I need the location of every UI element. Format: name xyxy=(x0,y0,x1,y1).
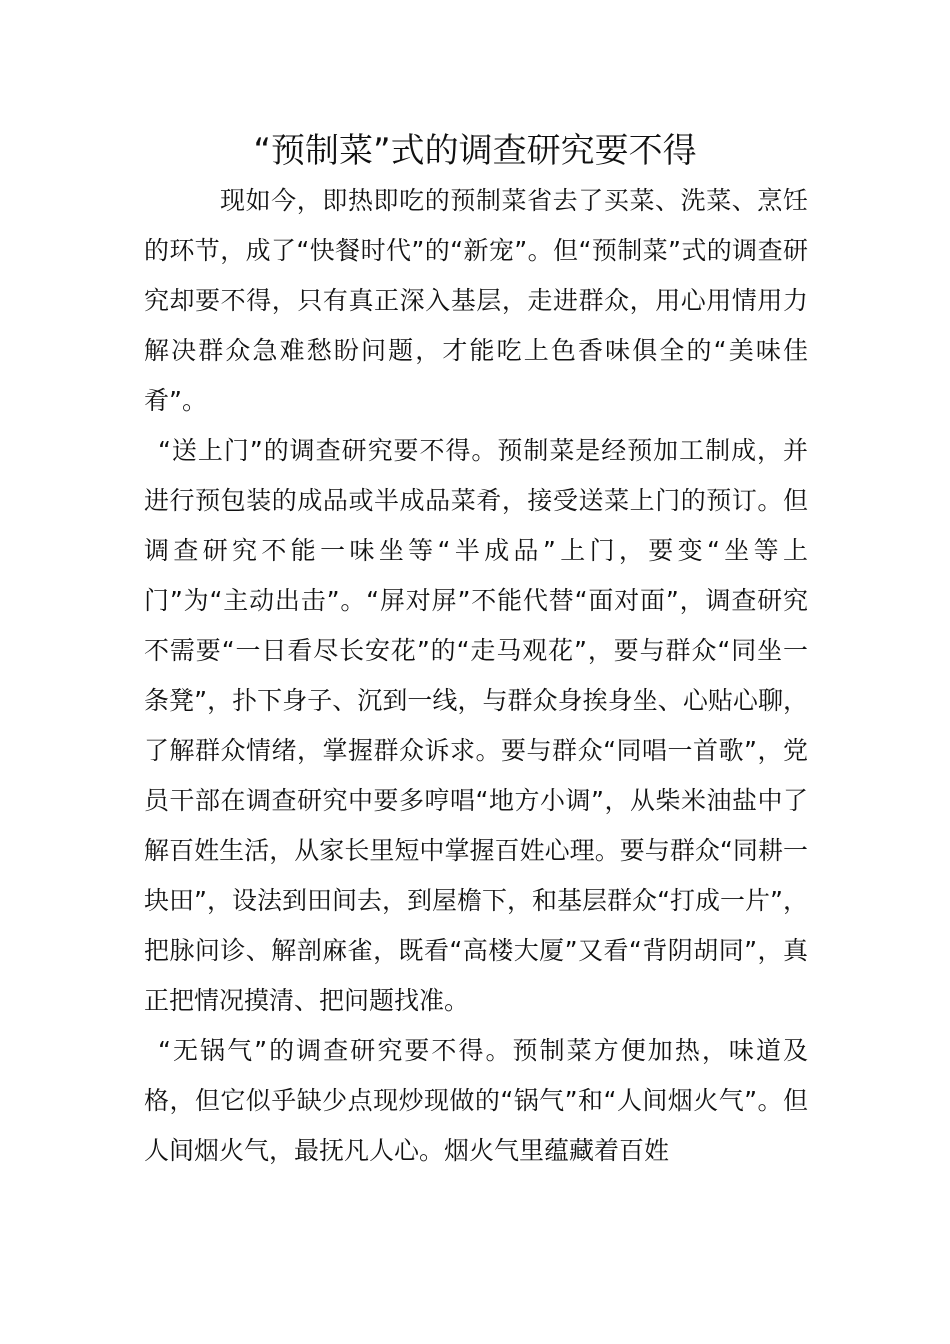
paragraph-wu-guo-qi: “无锅气”的调查研究要不得。预制菜方便加热，味道及格，但它似乎缺少点现炒现做的“锅气”和“人间烟火气”。但人间烟火气，最抚凡人心。烟火气里蕴藏着百姓 xyxy=(144,1036,808,1165)
paragraph-song-shang-men: “送上门”的调查研究要不得。预制菜是经预加工制成，并进行预包装的成品或半成品菜肴，接受送菜上门的预订。但调查研究不能一味坐等“半成品”上门，要变“坐等上门”为“主动出击”。“屏对屏”不能代替“面对面”，调查研究不需要“一日看尽长安花”的“走马观花”，要与群众“同坐一条凳”，扑下身子、沉到一线，与群众身挨身坐、心贴心聊，了解群众情绪，掌握群众诉求。要与群众“同唱一首歌”，党员干部在调查研究中要多哼唱“地方小调”，从柴米油盐中了解百姓生活，从家长里短中掌握百姓心理。要与群众“同耕一块田”，设法到田间去，到屋檐下，和基层群众“打成一片”，把脉问诊、解剖麻雀，既看“高楼大厦”又看“背阴胡同”，真正把情况摸清、把问题找准。 xyxy=(144,436,808,1015)
document-title: “预制菜”式的调查研究要不得 xyxy=(253,131,697,171)
paragraph-intro: 现如今，即热即吃的预制菜省去了买菜、洗菜、烹饪的环节，成了“快餐时代”的“新宠”。但“预制菜”式的调查研究却要不得，只有真正深入基层，走进群众，用心用情用力解决群众急难愁盼问题，才能吃上色香味俱全的“美味佳肴”。 xyxy=(144,186,808,415)
document-body xyxy=(144,176,808,1176)
